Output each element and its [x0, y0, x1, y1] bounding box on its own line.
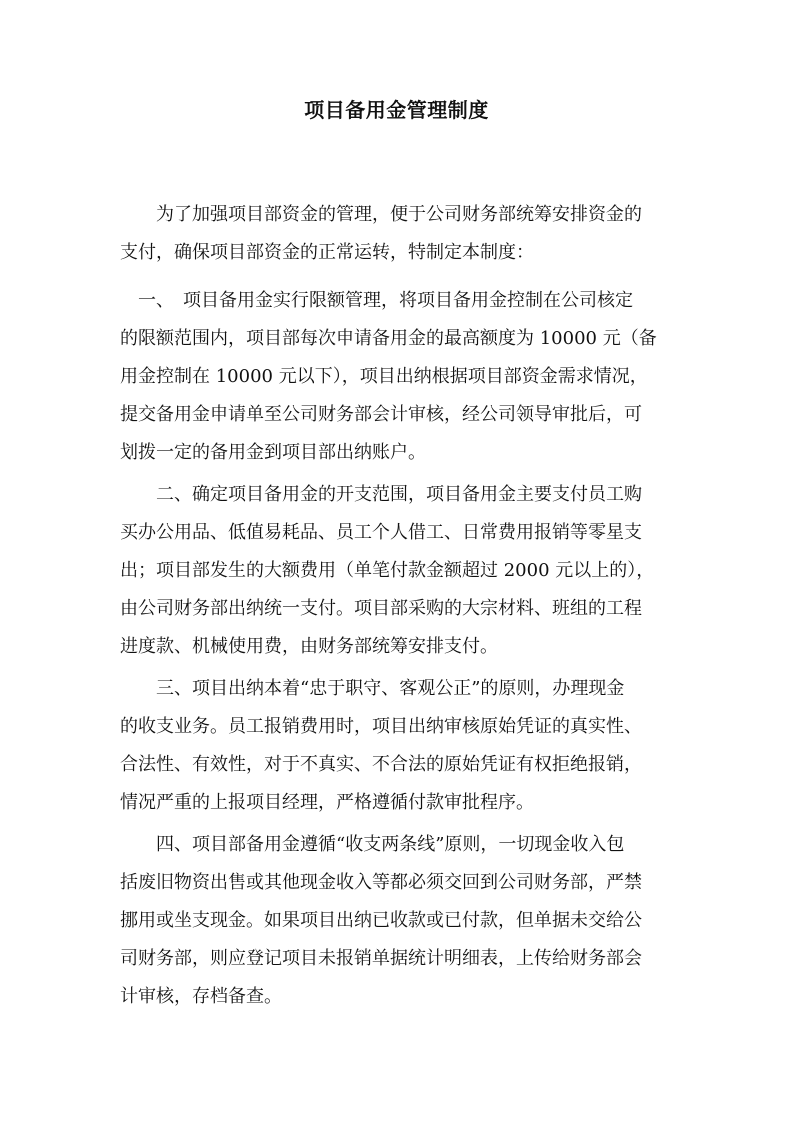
- document-title: 项目备用金管理制度: [304, 98, 489, 122]
- paragraph-line: 一、 项目备用金实行限额管理，将项目备用金控制在公司核定: [120, 290, 633, 311]
- paragraph-line: 提交备用金申请单至公司财务部会计审核，经公司领导审批后，可: [120, 404, 642, 425]
- paragraph-line: 划拨一定的备用金到项目部出纳账户。: [120, 442, 426, 463]
- paragraph-section-1: [120, 282, 680, 472]
- paragraph-line: 合法性、有效性，对于不真实、不合法的原始凭证有权拒绝报销，: [120, 754, 642, 775]
- paragraph-line: 四、项目部备用金遵循“收支两条线”原则，一切现金收入包: [120, 834, 625, 855]
- paragraph-line: 司财务部，则应登记项目未报销单据统计明细表，上传给财务部会: [120, 948, 642, 969]
- paragraph-line: 二、确定项目备用金的开支范围，项目备用金主要支付员工购: [120, 484, 642, 505]
- paragraph-intro: [120, 196, 680, 272]
- paragraph-line: 挪用或坐支现金。如果项目出纳已收款或已付款，但单据未交给公: [120, 910, 642, 931]
- paragraph-line: 用金控制在 10000 元以下），项目出纳根据项目部资金需求情况，: [120, 366, 648, 387]
- paragraph-line: 出；项目部发生的大额费用（单笔付款金额超过 2000 元以上的），: [120, 560, 655, 581]
- paragraph-section-4: [120, 826, 680, 1016]
- paragraph-line: 括废旧物资出售或其他现金收入等都必须交回到公司财务部，严禁: [120, 872, 642, 893]
- paragraph-line: 买办公用品、低值易耗品、员工个人借工、日常费用报销等零星支: [120, 522, 642, 543]
- paragraph-line: 由公司财务部出纳统一支付。项目部采购的大宗材料、班组的工程: [120, 598, 642, 619]
- paragraph-line: 的限额范围内，项目部每次申请备用金的最高额度为 10000 元（备: [120, 328, 657, 349]
- paragraph-line: 的收支业务。员工报销费用时，项目出纳审核原始凭证的真实性、: [120, 716, 642, 737]
- paragraph-line: 为了加强项目部资金的管理，便于公司财务部统筹安排资金的: [120, 204, 642, 225]
- paragraph-section-2: [120, 476, 680, 666]
- paragraph-section-3: [120, 670, 680, 822]
- paragraph-line: 三、项目出纳本着“忠于职守、客观公正”的原则，办理现金: [120, 678, 625, 699]
- paragraph-line: 进度款、机械使用费，由财务部统筹安排支付。: [120, 636, 498, 657]
- paragraph-line: 情况严重的上报项目经理，严格遵循付款审批程序。: [120, 792, 534, 813]
- paragraph-line: 计审核，存档备查。: [120, 986, 282, 1007]
- paragraph-line: 支付，确保项目部资金的正常运转，特制定本制度：: [120, 242, 534, 263]
